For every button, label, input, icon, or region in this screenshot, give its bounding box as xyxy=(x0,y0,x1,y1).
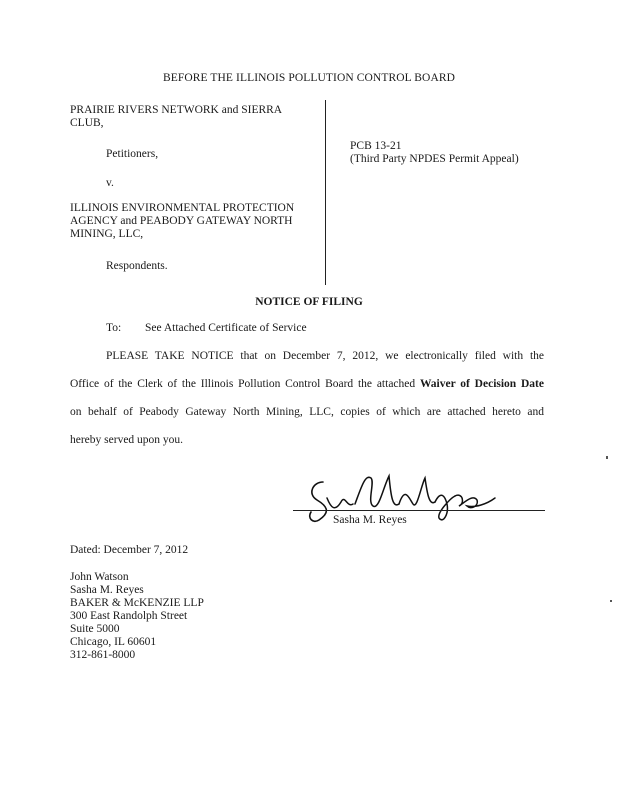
notice-title: NOTICE OF FILING xyxy=(255,296,363,308)
dated-line: Dated: December 7, 2012 xyxy=(70,544,189,556)
respondents-name-line2: AGENCY and PEABODY GATEWAY NORTH xyxy=(70,215,293,227)
respondents-label: Respondents. xyxy=(106,260,168,272)
page-heading: BEFORE THE ILLINOIS POLLUTION CONTROL BOARD xyxy=(162,72,456,84)
scan-speck xyxy=(610,600,612,602)
body-line-2-text: Office of the Clerk of the Illinois Pollution Control Board the attached xyxy=(70,378,420,390)
body-line-3: on behalf of Peabody Gateway North Mining, LLC, copies of which are attached hereto and xyxy=(70,406,544,418)
signatory-name: Sasha M. Reyes xyxy=(333,514,407,526)
caption-divider xyxy=(325,100,326,285)
to-value: See Attached Certificate of Service xyxy=(145,322,307,334)
address-line: Sasha M. Reyes xyxy=(70,584,144,596)
address-line: 300 East Randolph Street xyxy=(70,610,188,622)
scan-speck xyxy=(606,456,608,459)
respondents-name-line1: ILLINOIS ENVIRONMENTAL PROTECTION xyxy=(70,202,295,214)
petitioners-name-line1: PRAIRIE RIVERS NETWORK and SIERRA xyxy=(70,104,283,116)
body-line-4: hereby served upon you. xyxy=(70,434,184,446)
case-number: PCB 13-21 xyxy=(350,140,402,152)
signature-line xyxy=(293,510,545,511)
address-line: Suite 5000 xyxy=(70,623,120,635)
address-line: Chicago, IL 60601 xyxy=(70,636,157,648)
versus-label: v. xyxy=(106,177,114,189)
address-line: 312-861-8000 xyxy=(70,649,136,661)
petitioners-label: Petitioners, xyxy=(106,148,159,160)
address-line: BAKER & McKENZIE LLP xyxy=(70,597,204,609)
to-label: To: xyxy=(106,322,122,334)
address-line: John Watson xyxy=(70,571,129,583)
body-line-2 xyxy=(70,378,544,391)
waiver-document-title: Waiver of Decision Date xyxy=(419,378,544,390)
body-line-1: PLEASE TAKE NOTICE that on December 7, 2012, we electronically filed with the xyxy=(106,350,544,362)
petitioners-name-line2: CLUB, xyxy=(70,117,104,129)
respondents-name-line3: MINING, LLC, xyxy=(70,228,144,240)
case-type: (Third Party NPDES Permit Appeal) xyxy=(350,153,519,165)
